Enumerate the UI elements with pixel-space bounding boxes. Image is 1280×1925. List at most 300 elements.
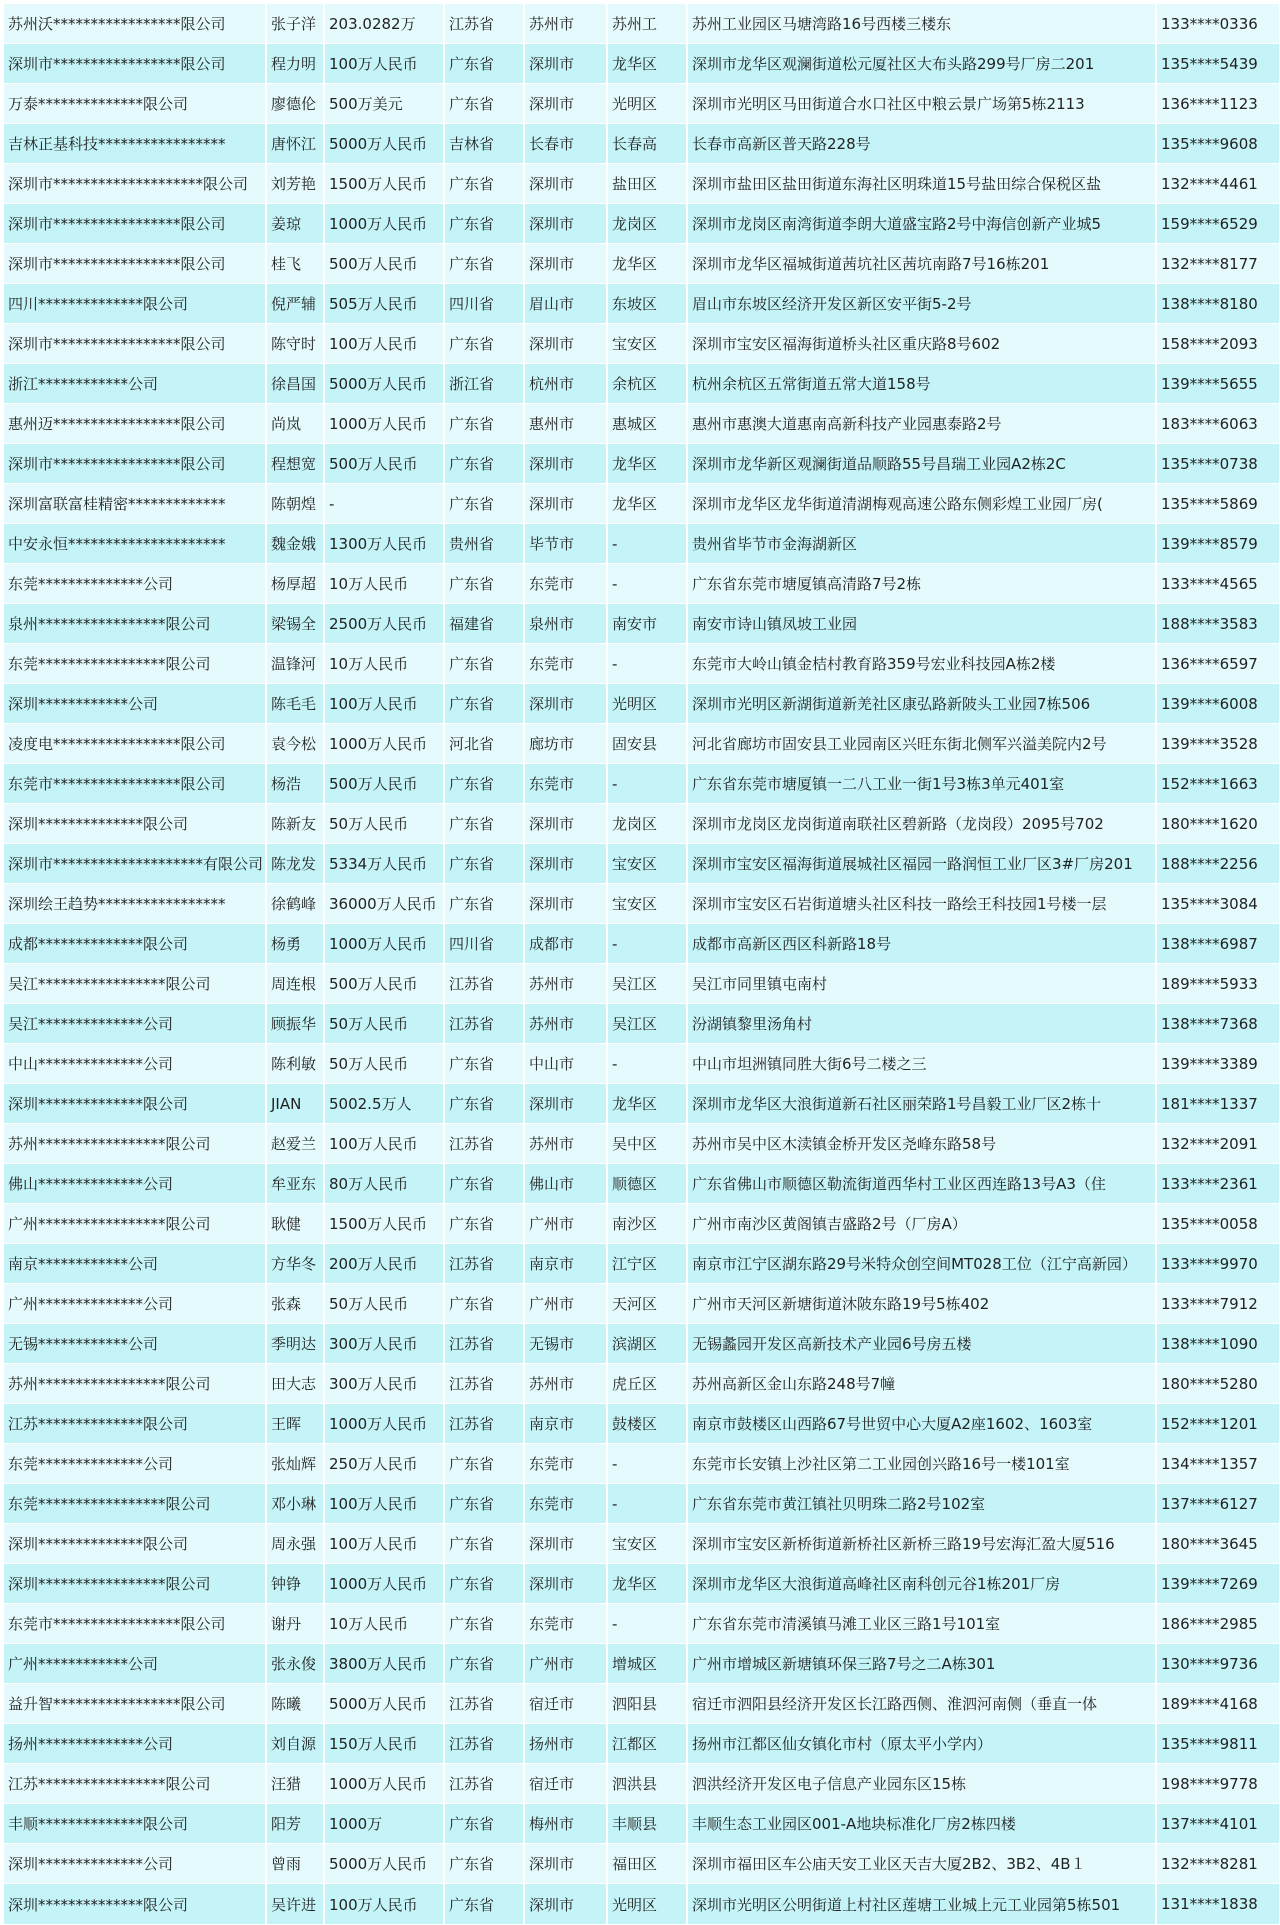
- registered-capital-cell: 100万人民币: [324, 684, 444, 724]
- registered-capital-cell: 250万人民币: [324, 1444, 444, 1484]
- city-cell: 长春市: [524, 124, 607, 164]
- district-cell: 龙华区: [607, 484, 687, 524]
- phone-cell: 137****6127: [1156, 1484, 1280, 1524]
- phone-cell: 135****3084: [1156, 884, 1280, 924]
- registered-capital-cell: 1000万人民币: [324, 404, 444, 444]
- phone-cell: 136****1123: [1156, 84, 1280, 124]
- company-name-cell: 中安永恒*********************: [4, 524, 266, 564]
- district-cell: 江都区: [607, 1724, 687, 1764]
- legal-rep-cell: 钟铮: [266, 1564, 324, 1604]
- registered-capital-cell: 80万人民币: [324, 1164, 444, 1204]
- phone-cell: 152****1663: [1156, 764, 1280, 804]
- province-cell: 贵州省: [444, 524, 524, 564]
- registered-capital-cell: 100万人民币: [324, 1484, 444, 1524]
- address-cell: 眉山市东坡区经济开发区新区安平街5-2号: [687, 284, 1156, 324]
- district-cell: 滨湖区: [607, 1324, 687, 1364]
- registered-capital-cell: 36000万人民币: [324, 884, 444, 924]
- phone-cell: 159****6529: [1156, 204, 1280, 244]
- registered-capital-cell: 500万美元: [324, 84, 444, 124]
- table-row: [4, 1244, 1280, 1284]
- city-cell: 苏州市: [524, 4, 607, 44]
- registered-capital-cell: 500万人民币: [324, 244, 444, 284]
- district-cell: -: [607, 1604, 687, 1644]
- table-row: [4, 1484, 1280, 1524]
- province-cell: 广东省: [444, 884, 524, 924]
- company-name-cell: 佛山**************公司: [4, 1164, 266, 1204]
- address-cell: 贵州省毕节市金海湖新区: [687, 524, 1156, 564]
- table-row: [4, 1764, 1280, 1804]
- table-row: [4, 1644, 1280, 1684]
- registered-capital-cell: 5000万人民币: [324, 1684, 444, 1724]
- company-name-cell: 成都**************限公司: [4, 924, 266, 964]
- district-cell: 东坡区: [607, 284, 687, 324]
- province-cell: 广东省: [444, 204, 524, 244]
- phone-cell: 135****5869: [1156, 484, 1280, 524]
- phone-cell: 139****5655: [1156, 364, 1280, 404]
- province-cell: 广东省: [444, 764, 524, 804]
- phone-cell: 189****4168: [1156, 1684, 1280, 1724]
- phone-cell: 133****0336: [1156, 4, 1280, 44]
- legal-rep-cell: 刘自源: [266, 1724, 324, 1764]
- table-row: [4, 1164, 1280, 1204]
- province-cell: 广东省: [444, 1204, 524, 1244]
- city-cell: 东莞市: [524, 564, 607, 604]
- legal-rep-cell: 顾振华: [266, 1004, 324, 1044]
- phone-cell: 137****4101: [1156, 1804, 1280, 1844]
- table-row: [4, 4, 1280, 44]
- city-cell: 深圳市: [524, 1884, 607, 1925]
- province-cell: 广东省: [444, 444, 524, 484]
- address-cell: 广州市南沙区黄阁镇吉盛路2号（厂房A）: [687, 1204, 1156, 1244]
- city-cell: 深圳市: [524, 444, 607, 484]
- province-cell: 江苏省: [444, 1004, 524, 1044]
- company-name-cell: 中山**************公司: [4, 1044, 266, 1084]
- address-cell: 深圳市宝安区福海街道展城社区福园一路润恒工业厂区3#厂房201: [687, 844, 1156, 884]
- province-cell: 广东省: [444, 684, 524, 724]
- address-cell: 深圳市盐田区盐田街道东海社区明珠道15号盐田综合保税区盐: [687, 164, 1156, 204]
- company-name-cell: 深圳市*****************限公司: [4, 44, 266, 84]
- city-cell: 深圳市: [524, 44, 607, 84]
- phone-cell: 135****0058: [1156, 1204, 1280, 1244]
- province-cell: 江苏省: [444, 1404, 524, 1444]
- phone-cell: 132****8177: [1156, 244, 1280, 284]
- legal-rep-cell: 程想宽: [266, 444, 324, 484]
- table-row: [4, 924, 1280, 964]
- company-table: [4, 4, 1280, 1925]
- city-cell: 成都市: [524, 924, 607, 964]
- phone-cell: 132****8281: [1156, 1844, 1280, 1884]
- phone-cell: 133****7912: [1156, 1284, 1280, 1324]
- phone-cell: 138****1090: [1156, 1324, 1280, 1364]
- address-cell: 泗洪经济开发区电子信息产业园东区15栋: [687, 1764, 1156, 1804]
- legal-rep-cell: 尚岚: [266, 404, 324, 444]
- company-name-cell: 凌度电*****************限公司: [4, 724, 266, 764]
- province-cell: 广东省: [444, 1884, 524, 1925]
- company-name-cell: 深圳**************限公司: [4, 1084, 266, 1124]
- table-row: [4, 1684, 1280, 1724]
- province-cell: 江苏省: [444, 1364, 524, 1404]
- company-name-cell: 深圳**************公司: [4, 1844, 266, 1884]
- address-cell: 广州市天河区新塘街道沐陂东路19号5栋402: [687, 1284, 1156, 1324]
- phone-cell: 186****2985: [1156, 1604, 1280, 1644]
- province-cell: 四川省: [444, 284, 524, 324]
- district-cell: 光明区: [607, 84, 687, 124]
- province-cell: 广东省: [444, 1284, 524, 1324]
- legal-rep-cell: 陈守时: [266, 324, 324, 364]
- legal-rep-cell: 杨勇: [266, 924, 324, 964]
- table-row: [4, 1404, 1280, 1444]
- province-cell: 广东省: [444, 164, 524, 204]
- legal-rep-cell: 耿健: [266, 1204, 324, 1244]
- table-row: [4, 364, 1280, 404]
- city-cell: 眉山市: [524, 284, 607, 324]
- city-cell: 惠州市: [524, 404, 607, 444]
- district-cell: 泗阳县: [607, 1684, 687, 1724]
- company-name-cell: 深圳**************限公司: [4, 1524, 266, 1564]
- company-name-cell: 南京************公司: [4, 1244, 266, 1284]
- table-row: [4, 844, 1280, 884]
- registered-capital-cell: 1300万人民币: [324, 524, 444, 564]
- phone-cell: 133****2361: [1156, 1164, 1280, 1204]
- address-cell: 扬州市江都区仙女镇化市村（原太平小学内）: [687, 1724, 1156, 1764]
- district-cell: 光明区: [607, 684, 687, 724]
- legal-rep-cell: 陈曦: [266, 1684, 324, 1724]
- table-row: [4, 1284, 1280, 1324]
- province-cell: 广东省: [444, 1084, 524, 1124]
- registered-capital-cell: 1000万人民币: [324, 1404, 444, 1444]
- district-cell: 固安县: [607, 724, 687, 764]
- table-row: [4, 884, 1280, 924]
- legal-rep-cell: 周连根: [266, 964, 324, 1004]
- city-cell: 深圳市: [524, 244, 607, 284]
- province-cell: 广东省: [444, 1444, 524, 1484]
- company-name-cell: 惠州迈*****************限公司: [4, 404, 266, 444]
- table-row: [4, 724, 1280, 764]
- province-cell: 广东省: [444, 1604, 524, 1644]
- address-cell: 杭州余杭区五常街道五常大道158号: [687, 364, 1156, 404]
- address-cell: 汾湖镇黎里汤角村: [687, 1004, 1156, 1044]
- phone-cell: 139****8579: [1156, 524, 1280, 564]
- legal-rep-cell: 陈新友: [266, 804, 324, 844]
- district-cell: 惠城区: [607, 404, 687, 444]
- city-cell: 广州市: [524, 1644, 607, 1684]
- district-cell: 宝安区: [607, 844, 687, 884]
- legal-rep-cell: 陈毛毛: [266, 684, 324, 724]
- company-name-cell: 吉林正基科技*****************: [4, 124, 266, 164]
- legal-rep-cell: 陈朝煌: [266, 484, 324, 524]
- registered-capital-cell: 2500万人民币: [324, 604, 444, 644]
- city-cell: 南京市: [524, 1244, 607, 1284]
- phone-cell: 131****1838: [1156, 1884, 1280, 1925]
- city-cell: 佛山市: [524, 1164, 607, 1204]
- registered-capital-cell: 3800万人民币: [324, 1644, 444, 1684]
- company-name-cell: 东莞**************公司: [4, 1444, 266, 1484]
- company-name-cell: 广州************公司: [4, 1644, 266, 1684]
- table-row: [4, 1084, 1280, 1124]
- phone-cell: 139****3528: [1156, 724, 1280, 764]
- address-cell: 广东省东莞市塘厦镇一二八工业一街1号3栋3单元401室: [687, 764, 1156, 804]
- district-cell: 宝安区: [607, 324, 687, 364]
- registered-capital-cell: 100万人民币: [324, 324, 444, 364]
- province-cell: 江苏省: [444, 1724, 524, 1764]
- legal-rep-cell: 程力明: [266, 44, 324, 84]
- address-cell: 深圳市龙华区观澜街道松元厦社区大布头路299号厂房二201: [687, 44, 1156, 84]
- province-cell: 广东省: [444, 1524, 524, 1564]
- legal-rep-cell: 杨厚超: [266, 564, 324, 604]
- district-cell: -: [607, 764, 687, 804]
- phone-cell: 133****9970: [1156, 1244, 1280, 1284]
- legal-rep-cell: 牟亚东: [266, 1164, 324, 1204]
- company-name-cell: 广州**************公司: [4, 1284, 266, 1324]
- phone-cell: 181****1337: [1156, 1084, 1280, 1124]
- table-row: [4, 204, 1280, 244]
- company-name-cell: 苏州*****************限公司: [4, 1364, 266, 1404]
- district-cell: -: [607, 924, 687, 964]
- city-cell: 杭州市: [524, 364, 607, 404]
- district-cell: 江宁区: [607, 1244, 687, 1284]
- address-cell: 苏州市吴中区木渎镇金桥开发区尧峰东路58号: [687, 1124, 1156, 1164]
- registered-capital-cell: 5000万人民币: [324, 124, 444, 164]
- address-cell: 深圳市龙华新区观澜街道品顺路55号昌瑞工业园A2栋2C: [687, 444, 1156, 484]
- city-cell: 东莞市: [524, 1604, 607, 1644]
- province-cell: 吉林省: [444, 124, 524, 164]
- legal-rep-cell: 袁今松: [266, 724, 324, 764]
- table-row: [4, 404, 1280, 444]
- province-cell: 江苏省: [444, 4, 524, 44]
- address-cell: 南京市鼓楼区山西路67号世贸中心大厦A2座1602、1603室: [687, 1404, 1156, 1444]
- phone-cell: 183****6063: [1156, 404, 1280, 444]
- legal-rep-cell: 汪猎: [266, 1764, 324, 1804]
- address-cell: 苏州高新区金山东路248号7幢: [687, 1364, 1156, 1404]
- phone-cell: 139****6008: [1156, 684, 1280, 724]
- address-cell: 深圳市龙岗区南湾街道李朗大道盛宝路2号中海信创新产业城5: [687, 204, 1156, 244]
- city-cell: 深圳市: [524, 884, 607, 924]
- phone-cell: 138****8180: [1156, 284, 1280, 324]
- registered-capital-cell: 1000万人民币: [324, 1564, 444, 1604]
- city-cell: 苏州市: [524, 1364, 607, 1404]
- table-row: [4, 284, 1280, 324]
- city-cell: 无锡市: [524, 1324, 607, 1364]
- registered-capital-cell: 5000万人民币: [324, 364, 444, 404]
- registered-capital-cell: 50万人民币: [324, 804, 444, 844]
- table-row: [4, 84, 1280, 124]
- registered-capital-cell: 100万人民币: [324, 1884, 444, 1925]
- company-name-cell: 深圳市*****************限公司: [4, 444, 266, 484]
- province-cell: 四川省: [444, 924, 524, 964]
- province-cell: 江苏省: [444, 1324, 524, 1364]
- province-cell: 广东省: [444, 44, 524, 84]
- province-cell: 广东省: [444, 644, 524, 684]
- district-cell: 南沙区: [607, 1204, 687, 1244]
- address-cell: 深圳市光明区公明街道上村社区莲塘工业城上元工业园第5栋501: [687, 1884, 1156, 1925]
- address-cell: 广州市增城区新塘镇环保三路7号之二A栋301: [687, 1644, 1156, 1684]
- province-cell: 浙江省: [444, 364, 524, 404]
- legal-rep-cell: 张灿辉: [266, 1444, 324, 1484]
- city-cell: 东莞市: [524, 644, 607, 684]
- province-cell: 广东省: [444, 564, 524, 604]
- province-cell: 广东省: [444, 404, 524, 444]
- table-row: [4, 1724, 1280, 1764]
- table-row: [4, 1564, 1280, 1604]
- legal-rep-cell: 唐怀江: [266, 124, 324, 164]
- company-name-cell: 深圳市********************限公司: [4, 164, 266, 204]
- table-row: [4, 1604, 1280, 1644]
- company-name-cell: 江苏*****************限公司: [4, 1764, 266, 1804]
- city-cell: 宿迁市: [524, 1684, 607, 1724]
- registered-capital-cell: 1500万人民币: [324, 1204, 444, 1244]
- legal-rep-cell: 廖德伦: [266, 84, 324, 124]
- city-cell: 深圳市: [524, 684, 607, 724]
- address-cell: 长春市高新区普天路228号: [687, 124, 1156, 164]
- address-cell: 深圳市福田区车公庙天安工业区天吉大厦2B2、3B2、4B１: [687, 1844, 1156, 1884]
- district-cell: 丰顺县: [607, 1804, 687, 1844]
- company-name-cell: 吴江*****************限公司: [4, 964, 266, 1004]
- address-cell: 广东省东莞市黄江镇社贝明珠二路2号102室: [687, 1484, 1156, 1524]
- company-name-cell: 江苏**************限公司: [4, 1404, 266, 1444]
- district-cell: 顺德区: [607, 1164, 687, 1204]
- district-cell: 宝安区: [607, 884, 687, 924]
- district-cell: 虎丘区: [607, 1364, 687, 1404]
- phone-cell: 180****3645: [1156, 1524, 1280, 1564]
- table-row: [4, 804, 1280, 844]
- legal-rep-cell: 张永俊: [266, 1644, 324, 1684]
- company-name-cell: 浙江************公司: [4, 364, 266, 404]
- city-cell: 南京市: [524, 1404, 607, 1444]
- legal-rep-cell: 倪严辅: [266, 284, 324, 324]
- registered-capital-cell: 50万人民币: [324, 1004, 444, 1044]
- company-name-cell: 四川**************限公司: [4, 284, 266, 324]
- address-cell: 深圳市宝安区福海街道桥头社区重庆路8号602: [687, 324, 1156, 364]
- table-row: [4, 324, 1280, 364]
- city-cell: 深圳市: [524, 844, 607, 884]
- city-cell: 广州市: [524, 1284, 607, 1324]
- district-cell: -: [607, 564, 687, 604]
- legal-rep-cell: 曾雨: [266, 1844, 324, 1884]
- company-name-cell: 无锡************公司: [4, 1324, 266, 1364]
- district-cell: 吴江区: [607, 964, 687, 1004]
- province-cell: 广东省: [444, 1164, 524, 1204]
- table-row: [4, 1324, 1280, 1364]
- company-name-cell: 东莞*****************限公司: [4, 1484, 266, 1524]
- city-cell: 深圳市: [524, 164, 607, 204]
- company-name-cell: 东莞市*****************限公司: [4, 1604, 266, 1644]
- district-cell: 长春高: [607, 124, 687, 164]
- city-cell: 深圳市: [524, 324, 607, 364]
- address-cell: 成都市高新区西区科新路18号: [687, 924, 1156, 964]
- district-cell: 天河区: [607, 1284, 687, 1324]
- legal-rep-cell: 张森: [266, 1284, 324, 1324]
- province-cell: 广东省: [444, 84, 524, 124]
- registered-capital-cell: 10万人民币: [324, 1604, 444, 1644]
- registered-capital-cell: 203.0282万: [324, 4, 444, 44]
- district-cell: 光明区: [607, 1884, 687, 1925]
- city-cell: 中山市: [524, 1044, 607, 1084]
- phone-cell: 130****9736: [1156, 1644, 1280, 1684]
- phone-cell: 188****2256: [1156, 844, 1280, 884]
- registered-capital-cell: 100万人民币: [324, 1124, 444, 1164]
- address-cell: 深圳市光明区新湖街道新羌社区康弘路新陂头工业园7栋506: [687, 684, 1156, 724]
- table-row: [4, 1004, 1280, 1044]
- table-row: [4, 1044, 1280, 1084]
- address-cell: 河北省廊坊市固安县工业园南区兴旺东街北侧军兴溢美院内2号: [687, 724, 1156, 764]
- district-cell: 苏州工: [607, 4, 687, 44]
- city-cell: 深圳市: [524, 204, 607, 244]
- province-cell: 广东省: [444, 324, 524, 364]
- address-cell: 广东省东莞市清溪镇马滩工业区三路1号101室: [687, 1604, 1156, 1644]
- address-cell: 深圳市龙华区福城街道茜坑社区茜坑南路7号16栋201: [687, 244, 1156, 284]
- company-name-cell: 东莞**************公司: [4, 564, 266, 604]
- company-name-cell: 万泰**************限公司: [4, 84, 266, 124]
- district-cell: 龙华区: [607, 44, 687, 84]
- address-cell: 深圳市宝安区石岩街道塘头社区科技一路绘王科技园1号楼一层: [687, 884, 1156, 924]
- address-cell: 深圳市龙华区大浪街道新石社区丽荣路1号昌毅工业厂区2栋十: [687, 1084, 1156, 1124]
- legal-rep-cell: 魏金娥: [266, 524, 324, 564]
- legal-rep-cell: 王晖: [266, 1404, 324, 1444]
- legal-rep-cell: 陈利敏: [266, 1044, 324, 1084]
- company-name-cell: 扬州**************公司: [4, 1724, 266, 1764]
- company-name-cell: 深圳**************限公司: [4, 804, 266, 844]
- address-cell: 无锡蠡园开发区高新技术产业园6号房五楼: [687, 1324, 1156, 1364]
- district-cell: 南安市: [607, 604, 687, 644]
- phone-cell: 158****2093: [1156, 324, 1280, 364]
- address-cell: 广东省东莞市塘厦镇高清路7号2栋: [687, 564, 1156, 604]
- phone-cell: 135****0738: [1156, 444, 1280, 484]
- company-name-cell: 深圳市*****************限公司: [4, 324, 266, 364]
- phone-cell: 180****5280: [1156, 1364, 1280, 1404]
- legal-rep-cell: 桂飞: [266, 244, 324, 284]
- table-row: [4, 1204, 1280, 1244]
- registered-capital-cell: 1500万人民币: [324, 164, 444, 204]
- address-cell: 丰顺生态工业园区001-A地块标准化厂房2栋四楼: [687, 1804, 1156, 1844]
- registered-capital-cell: 1000万人民币: [324, 724, 444, 764]
- company-name-cell: 深圳市********************有限公司: [4, 844, 266, 884]
- city-cell: 毕节市: [524, 524, 607, 564]
- legal-rep-cell: 梁锡全: [266, 604, 324, 644]
- company-name-cell: 苏州沃*****************限公司: [4, 4, 266, 44]
- district-cell: 龙华区: [607, 244, 687, 284]
- table-row: [4, 1124, 1280, 1164]
- district-cell: 龙华区: [607, 444, 687, 484]
- district-cell: 福田区: [607, 1844, 687, 1884]
- legal-rep-cell: 赵爱兰: [266, 1124, 324, 1164]
- district-cell: -: [607, 1044, 687, 1084]
- province-cell: 广东省: [444, 1844, 524, 1884]
- registered-capital-cell: 500万人民币: [324, 444, 444, 484]
- company-name-cell: 益升智*****************限公司: [4, 1684, 266, 1724]
- legal-rep-cell: 阳芳: [266, 1804, 324, 1844]
- legal-rep-cell: 方华冬: [266, 1244, 324, 1284]
- district-cell: -: [607, 1484, 687, 1524]
- registered-capital-cell: 5000万人民币: [324, 1844, 444, 1884]
- province-cell: 广东省: [444, 1804, 524, 1844]
- legal-rep-cell: 田大志: [266, 1364, 324, 1404]
- table-row: [4, 484, 1280, 524]
- address-cell: 东莞市大岭山镇金桔村教育路359号宏业科技园A栋2楼: [687, 644, 1156, 684]
- district-cell: 龙岗区: [607, 804, 687, 844]
- company-name-cell: 深圳**************限公司: [4, 1884, 266, 1925]
- phone-cell: 198****9778: [1156, 1764, 1280, 1804]
- district-cell: 鼓楼区: [607, 1404, 687, 1444]
- province-cell: 江苏省: [444, 1244, 524, 1284]
- company-name-cell: 深圳市*****************限公司: [4, 244, 266, 284]
- legal-rep-cell: 姜琼: [266, 204, 324, 244]
- table-row: [4, 1844, 1280, 1884]
- phone-cell: 138****7368: [1156, 1004, 1280, 1044]
- district-cell: -: [607, 524, 687, 564]
- table-row: [4, 564, 1280, 604]
- table-row: [4, 524, 1280, 564]
- address-cell: 南京市江宁区湖东路29号米特众创空间MT028工位（江宁高新园）: [687, 1244, 1156, 1284]
